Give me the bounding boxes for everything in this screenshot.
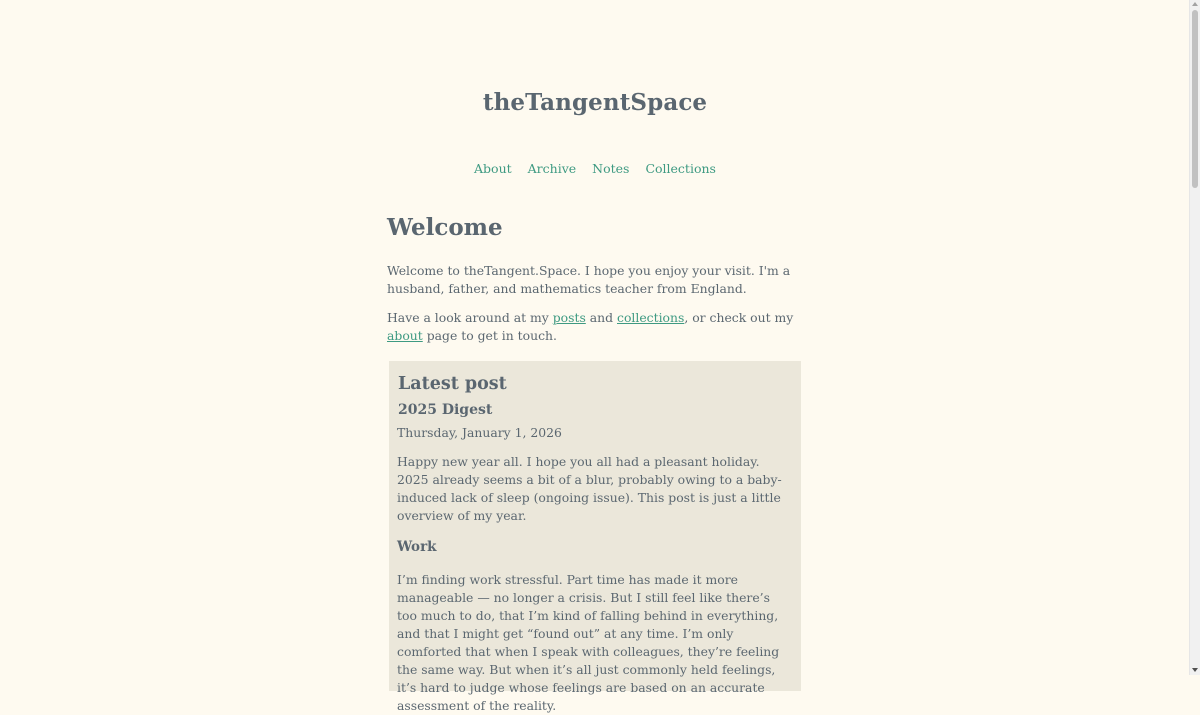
nav-link-collections[interactable]: Collections [645,161,716,176]
vertical-scrollbar[interactable] [1189,0,1200,675]
welcome-intro: Welcome to theTangent.Space. I hope you enjoy your visit. I'm a husband, father, and mathematics teacher from England. [387,263,791,296]
nav-link-about[interactable]: About [474,161,512,176]
and-text: and [585,310,617,325]
latest-post-intro: Happy new year all. I hope you all had a pleasant holiday. 2025 already seems a bit of a blur, probably owing to a baby-induced lack of sleep (ongoing issue). This post is just a little overview of my year. [397,454,782,523]
scrollbar-thumb[interactable] [1192,10,1198,188]
latest-post-card [389,361,801,713]
welcome-links-paragraph [387,309,803,345]
check-text: , or check out my [684,310,794,325]
site-title[interactable]: theTangentSpace [482,89,708,116]
about-link[interactable]: about [387,328,423,343]
latest-post-heading: Latest post [398,374,507,394]
posts-link[interactable]: posts [552,310,586,325]
latest-post-date: Thursday, January 1, 2026 [397,425,562,440]
latest-post-section-heading: Work [397,539,437,555]
main-nav [0,161,1190,176]
scroll-down-arrow-icon[interactable] [1192,668,1198,672]
collections-link[interactable]: collections [617,310,685,325]
main-content [387,212,803,356]
latest-post-section-text: I’m finding work stressful. Part time has made it more manageable — no longer a crisis. But I still feel like there’s too much to do, that I’m kind of falling behind in everything, and that I might get “found out” at any time. I’m only comforted that when I speak with colleagues, they’re feeling the same way. But when it’s all just commonly held feelings, it’s hard to judge whose feelings are based on an accurate assessment of the reality. [397,572,780,713]
nav-link-notes[interactable]: Notes [592,161,630,176]
nav-link-archive[interactable]: Archive [527,161,577,176]
latest-post-title[interactable]: 2025 Digest [398,402,493,418]
scroll-up-arrow-icon[interactable] [1192,2,1198,6]
welcome-heading: Welcome [387,214,503,241]
after-text: page to get in touch. [422,328,557,343]
look-text: Have a look around at my [387,310,553,325]
